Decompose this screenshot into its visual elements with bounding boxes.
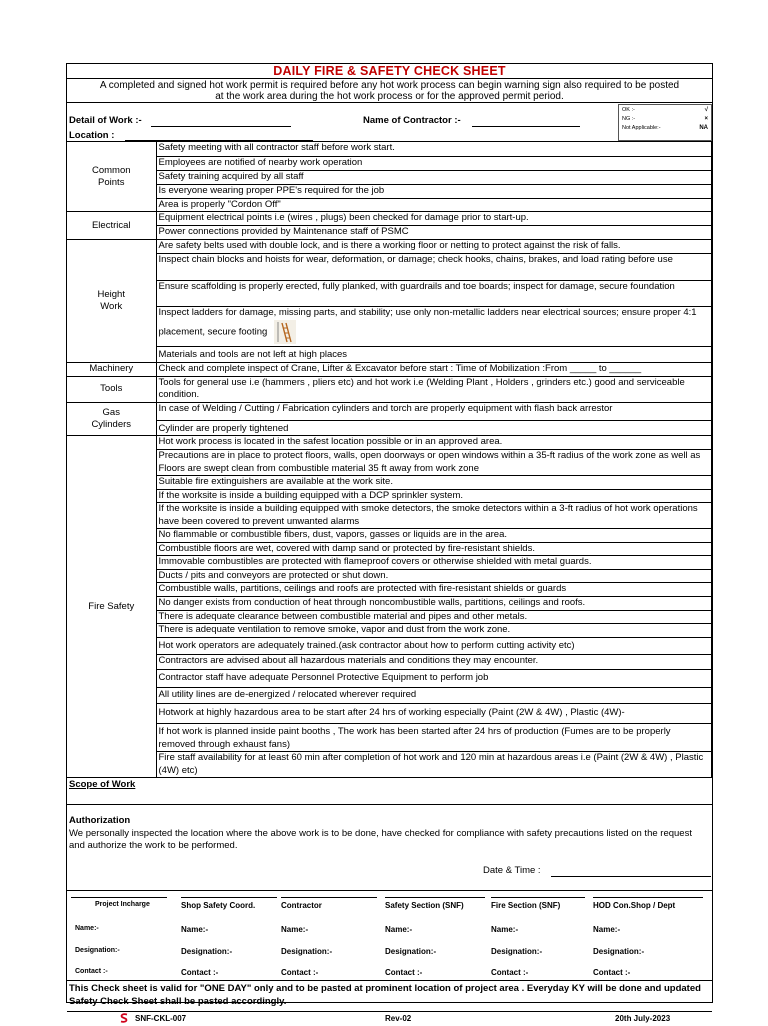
contact-field[interactable]: Contact :- — [281, 968, 319, 977]
check-item[interactable]: There is adequate clearance between combustible material and pipes and other metals. — [156, 610, 711, 624]
check-item[interactable]: Employees are notified of nearby work operation — [156, 156, 711, 170]
date-time-label: Date & Time : — [483, 865, 541, 876]
signatory-title: Fire Section (SNF) — [491, 901, 561, 910]
check-item[interactable]: Contractor staff have adequate Personnel Protective Equipment to perform job — [156, 670, 711, 688]
legend-ng: NG :- × — [622, 116, 708, 122]
name-field[interactable]: Name:- — [181, 925, 209, 934]
signatory-contractor — [281, 891, 381, 981]
check-item[interactable]: Is everyone wearing proper PPE's required for the job — [156, 184, 711, 198]
checklist-row — [67, 624, 712, 638]
category-height-work: Height Work — [67, 240, 156, 363]
checklist-row — [67, 170, 712, 184]
checklist-row — [67, 436, 712, 450]
status-legend — [618, 104, 712, 141]
signature-line[interactable] — [71, 897, 167, 898]
checklist-row — [67, 583, 712, 597]
signature-block — [67, 891, 712, 981]
check-item[interactable]: Tools for general use i.e (hammers , pliers etc) and hot work i.e (Welding Plant , Holders , grinders etc.) good and serviceable condition. — [156, 376, 711, 402]
checklist-row — [67, 156, 712, 170]
checklist-row — [67, 610, 712, 624]
checklist-row — [67, 596, 712, 610]
name-field[interactable]: Name:- — [75, 925, 99, 932]
checklist-row — [67, 240, 712, 254]
check-item[interactable]: Cylinder are properly tightened — [156, 420, 711, 436]
scope-of-work-label: Scope of Work — [69, 779, 136, 790]
signature-line[interactable] — [593, 897, 703, 898]
check-item[interactable]: Area is properly "Cordon Off" — [156, 198, 711, 212]
check-item[interactable]: Combustible walls, partitions, ceilings and roofs are protected with fire-resistant shields or guards — [156, 583, 711, 597]
checklist-table — [67, 142, 712, 778]
signatory-title: Shop Safety Coord. — [181, 901, 256, 910]
checklist-row — [67, 254, 712, 281]
category-electrical: Electrical — [67, 212, 156, 240]
contractor-name-field[interactable] — [472, 126, 580, 127]
checklist-row — [67, 198, 712, 212]
validity-note: This Check sheet is valid for "ONE DAY" only and to be pasted at prominent location of project area . Everyday KY will be done and updated Safety Check Sheet shall be pasted accordingly. — [67, 981, 712, 1012]
signatory-hod-con-shop — [593, 891, 711, 981]
designation-field[interactable]: Designation:- — [491, 947, 543, 956]
intro-line-2: at the work area during the hot work process or for the approved permit period. — [215, 91, 564, 102]
signatory-fire-section — [491, 891, 591, 981]
check-item[interactable]: Are safety belts used with double lock, and is there a working floor or netting to protect against the risk of falls. — [156, 240, 711, 254]
contact-field[interactable]: Contact :- — [491, 968, 529, 977]
checklist-row — [67, 212, 712, 226]
check-item[interactable]: There is adequate ventilation to remove smoke, vapor and dust from the work zone. — [156, 624, 711, 638]
check-item[interactable]: Fire staff availability for at least 60 min after completion of hot work and 120 min at hazardous areas i.e (Paint (2W & 4W) , Plastic (4W) etc) — [156, 752, 711, 778]
signatory-title: Project Incharge — [95, 901, 150, 908]
check-item[interactable]: Power connections provided by Maintenance staff of PSMC — [156, 226, 711, 240]
check-item[interactable]: Contractors are advised about all hazardous materials and conditions they may encounter. — [156, 655, 711, 670]
check-sheet — [66, 63, 713, 1023]
check-item[interactable]: Materials and tools are not left at high places — [156, 347, 711, 363]
category-gas-cylinders: Gas Cylinders — [67, 402, 156, 436]
checklist-row — [67, 503, 712, 529]
sheet-title: DAILY FIRE & SAFETY CHECK SHEET — [67, 64, 712, 79]
check-item[interactable]: Combustible floors are wet, covered with damp sand or protected by fire-resistant shields. — [156, 542, 711, 556]
checklist-row — [67, 655, 712, 670]
check-item[interactable]: Hot work process is located in the safest location possible or in an approved area. — [156, 436, 711, 450]
category-tools: Tools — [67, 376, 156, 402]
designation-field[interactable]: Designation:- — [593, 947, 645, 956]
name-field[interactable]: Name:- — [491, 925, 519, 934]
signatory-title: Safety Section (SNF) — [385, 901, 464, 910]
checklist-row — [67, 638, 712, 655]
legend-ok: OK :- √ — [622, 107, 708, 113]
category-machinery: Machinery — [67, 362, 156, 376]
work-header — [67, 103, 712, 142]
check-item[interactable]: If the worksite is inside a building equipped with smoke detectors, the smoke detectors within a 3-ft radius of hot work operations have been covered to prevent unwanted alarms — [156, 503, 711, 529]
signatory-shop-safety-coord — [181, 891, 281, 981]
intro-text — [67, 79, 712, 103]
check-item[interactable]: Safety meeting with all contractor staff before work start. — [156, 142, 711, 156]
checklist-row — [67, 376, 712, 402]
checklist-row — [67, 542, 712, 556]
company-logo-icon — [119, 1013, 129, 1023]
checklist-row — [67, 688, 712, 704]
contact-field[interactable]: Contact :- — [385, 968, 423, 977]
location-field[interactable] — [125, 140, 313, 141]
legend-na: Not Applicable:- NA — [622, 125, 708, 131]
check-item[interactable]: Check and complete inspect of Crane, Lifter & Excavator before start : Time of Mobilization :From _____ to ______ — [156, 362, 711, 376]
revision-number: Rev-02 — [385, 1014, 412, 1023]
checklist-row — [67, 307, 712, 347]
contractor-name-label: Name of Contractor :- — [363, 115, 461, 126]
check-item[interactable]: Ensure scaffolding is properly erected, fully planked, with guardrails and toe boards; inspect for damage, secure foundation — [156, 281, 711, 307]
cross-mark-icon: × — [704, 116, 708, 122]
signatory-safety-section — [385, 891, 489, 981]
category-fire-safety: Fire Safety — [67, 436, 156, 778]
check-item[interactable]: No flammable or combustible fibers, dust, vapors, gasses or liquids are in the area. — [156, 529, 711, 543]
designation-field[interactable]: Designation:- — [181, 947, 233, 956]
checklist-row — [67, 402, 712, 420]
intro-line-1: A completed and signed hot work permit is required before any hot work process can begin warning sign also required to be posted — [99, 80, 680, 91]
checklist-row — [67, 420, 712, 436]
checklist-row — [67, 281, 712, 307]
checklist-row — [67, 476, 712, 490]
location-label: Location : — [69, 130, 115, 141]
designation-field[interactable]: Designation:- — [281, 947, 333, 956]
checklist-row — [67, 556, 712, 570]
check-item[interactable]: Hotwork at highly hazardous area to be start after 24 hrs of working especially (Paint (2W & 4W) , Plastic (4W)- — [156, 704, 711, 724]
checklist-row — [67, 752, 712, 778]
checklist-row — [67, 529, 712, 543]
contact-field[interactable]: Contact :- — [75, 968, 108, 975]
contact-field[interactable]: Contact :- — [181, 968, 219, 977]
check-item[interactable]: If the worksite is inside a building equipped with a DCP sprinkler system. — [156, 489, 711, 503]
signature-line[interactable] — [385, 897, 485, 898]
check-item[interactable]: In case of Welding / Cutting / Fabrication cylinders and torch are properly equipment with flash back arrestor — [156, 402, 711, 420]
check-item[interactable]: No danger exists from conduction of heat through noncombustible walls, partitions, ceilings and roofs. — [156, 596, 711, 610]
checklist-row — [67, 142, 712, 156]
checklist-row — [67, 704, 712, 724]
scope-of-work[interactable] — [67, 778, 712, 805]
check-item[interactable]: Suitable fire extinguishers are available at the work site. — [156, 476, 711, 490]
checklist-row — [67, 489, 712, 503]
check-item[interactable]: All utility lines are de-energized / relocated wherever required — [156, 688, 711, 704]
checklist-row — [67, 362, 712, 376]
authorization-text: We personally inspected the location where the above work is to be done, have checked for compliance with safety precautions listed on the request and authorize the work to be performed. — [69, 827, 692, 851]
ladder-placement-icon — [274, 320, 296, 344]
signature-line[interactable] — [281, 897, 377, 898]
name-field[interactable]: Name:- — [281, 925, 309, 934]
check-item-text: Inspect ladders for damage, missing parts, and stability; use only non-metallic ladders near electrical sources; ensure proper 4:1 placement, secure footing — [158, 307, 697, 338]
signatory-title: Contractor — [281, 901, 322, 910]
check-mark-icon: √ — [704, 107, 708, 113]
checklist-row — [67, 184, 712, 198]
check-item[interactable]: Precautions are in place to protect floors, walls, open doorways or open windows within a 35-ft radius of the work zone as well as Floors are swept clean from combustible material 35 ft away from work zone — [156, 450, 711, 476]
revision-date: 20th July-2023 — [615, 1014, 671, 1023]
detail-of-work-field[interactable] — [151, 126, 291, 127]
check-item[interactable]: Inspect chain blocks and hoists for wear, deformation, or damage; check hooks, chains, brakes, and load rating before use — [156, 254, 711, 281]
checklist-row — [67, 347, 712, 363]
date-time-field[interactable] — [551, 876, 711, 877]
checklist-row — [67, 670, 712, 688]
check-item[interactable]: Safety training acquired by all staff — [156, 170, 711, 184]
designation-field[interactable]: Designation:- — [75, 947, 120, 954]
checklist-row — [67, 226, 712, 240]
detail-of-work-label: Detail of Work :- — [69, 115, 142, 126]
signature-line[interactable] — [181, 897, 277, 898]
authorization-section — [67, 805, 712, 891]
name-field[interactable]: Name:- — [593, 925, 621, 934]
contact-field[interactable]: Contact :- — [593, 968, 631, 977]
designation-field[interactable]: Designation:- — [385, 947, 437, 956]
signatory-project-incharge — [71, 891, 175, 981]
signature-line[interactable] — [491, 897, 585, 898]
check-item[interactable]: Hot work operators are adequately trained.(ask contractor about how to perform cutting activity etc) — [156, 638, 711, 655]
check-item[interactable]: Immovable combustibles are protected with flameproof covers or otherwise shielded with metal guards. — [156, 556, 711, 570]
check-item[interactable]: If hot work is planned inside paint booths , The work has been started after 24 hrs of production (Fumes are to be properly removed through exhaust fans) — [156, 724, 711, 752]
document-number: SNF-CKL-007 — [135, 1014, 187, 1023]
checklist-row — [67, 724, 712, 752]
checklist-row — [67, 569, 712, 583]
check-item[interactable]: Equipment electrical points i.e (wires , plugs) been checked for damage prior to start-up. — [156, 212, 711, 226]
name-field[interactable]: Name:- — [385, 925, 413, 934]
check-item[interactable] — [156, 307, 711, 347]
authorization-heading: Authorization — [69, 815, 131, 826]
category-common-points: Common Points — [67, 142, 156, 212]
checklist-row — [67, 450, 712, 476]
signatory-title: HOD Con.Shop / Dept — [593, 901, 676, 910]
check-item[interactable]: Ducts / pits and conveyors are protected or shut down. — [156, 569, 711, 583]
